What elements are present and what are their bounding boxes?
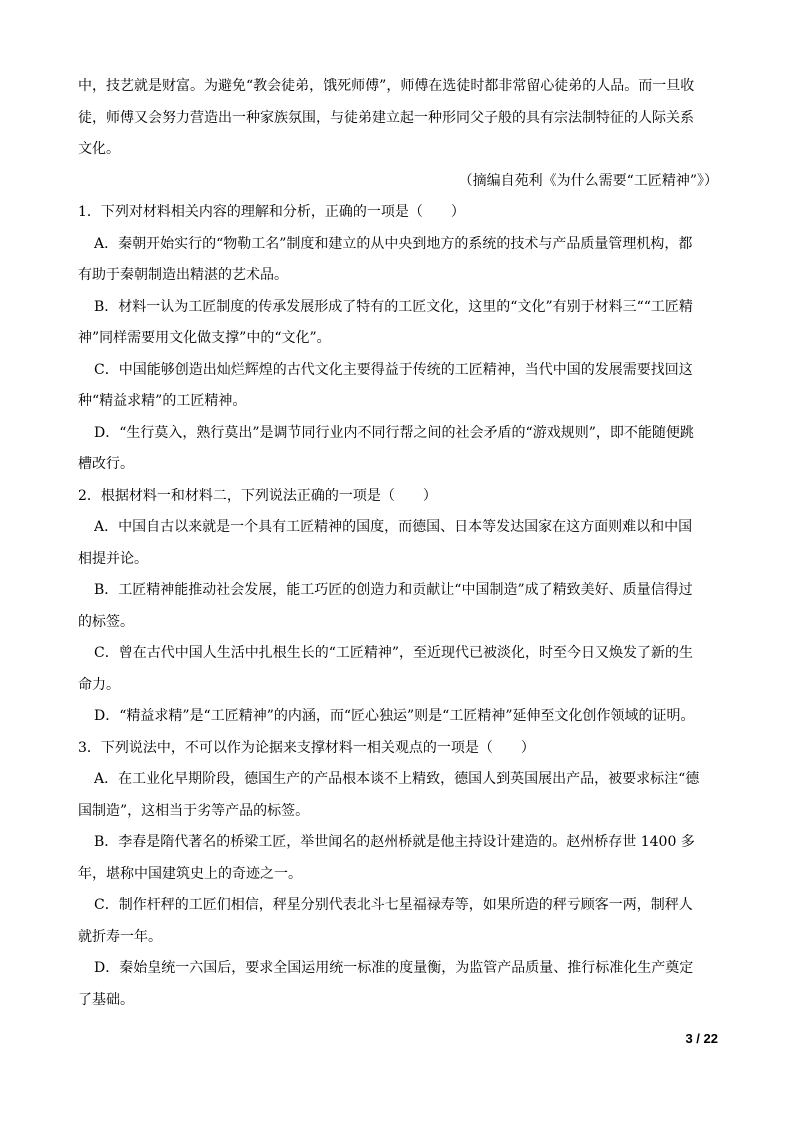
option-line: 命力。 bbox=[78, 676, 120, 693]
option-line: A．秦朝开始实行的“物勒工名”制度和建立的从中央到地方的系统的技术与产品质量管理机构，都 bbox=[94, 235, 693, 252]
option-line: 年，堪称中国建筑史上的奇迹之一。 bbox=[78, 865, 302, 882]
option-a bbox=[78, 229, 718, 292]
intro-line: 中，技艺就是财富。为避免“教会徒弟，饿死师傅”，师傅在选徒时都非常留心徒弟的人品。而一旦收 bbox=[78, 78, 695, 94]
option-line: 国制造”，这相当于劣等产品的标签。 bbox=[78, 802, 310, 819]
option-d bbox=[78, 418, 718, 481]
option-line: B．材料一认为工匠制度的传承发展形成了特有的工匠文化，这里的“文化”有别于材料三““工匠精 bbox=[94, 298, 693, 315]
option-b bbox=[78, 292, 718, 355]
option-c bbox=[78, 355, 718, 418]
option-line: A．中国自古以来就是一个具有工匠精神的国度，而德国、日本等发达国家在这方面则难以和中国 bbox=[94, 519, 693, 535]
question-1 bbox=[78, 197, 718, 481]
intro-line: 徒，师傅又会努力营造出一种家族氛围，与徒弟建立起一种形同父子般的具有宗法制特征的人际关系 bbox=[78, 109, 694, 126]
option-line: C．制作杆秤的工匠们相信，秤星分别代表北斗七星福禄寿等，如果所造的秤亏顾客一两，制秤人 bbox=[94, 897, 693, 913]
source-citation: （摘编自苑利《为什么需要“工匠精神”》） bbox=[458, 172, 718, 189]
option-a bbox=[78, 512, 718, 575]
option-b bbox=[78, 575, 718, 638]
question-2 bbox=[78, 481, 718, 733]
option-b bbox=[78, 827, 718, 890]
option-line: 神”同样需要用文化做支撑”中的“文化”。 bbox=[78, 330, 331, 346]
option-line: C．曾在古代中国人生活中扎根生长的“工匠精神”，至近现代已被淡化，时至今日又焕发了新的生 bbox=[94, 645, 694, 661]
option-line: 的标签。 bbox=[78, 613, 134, 630]
option-line: 了基础。 bbox=[78, 991, 134, 1008]
option-a bbox=[78, 764, 718, 827]
option-line: A．在工业化早期阶段，德国生产的产品根本谈不上精致，德国人到英国展出产品，被要求标注“德 bbox=[94, 771, 700, 787]
page-number: 3 / 22 bbox=[685, 1031, 718, 1046]
option-line: D．秦始皇统一六国后，要求全国运用统一标准的度量衡，为监管产品质量、推行标准化生产奠定 bbox=[94, 960, 694, 976]
option-d bbox=[78, 953, 718, 1016]
question-stem: 2．根据材料一和材料二，下列说法正确的一项是（ ） bbox=[78, 487, 437, 504]
option-line: 种“精益求精”的工匠精神。 bbox=[78, 393, 247, 409]
intro-paragraph bbox=[78, 71, 718, 166]
question-3 bbox=[78, 733, 718, 1017]
question-stem: 3．下列说法中，不可以作为论据来支撑材料一相关观点的一项是（ ） bbox=[78, 739, 535, 756]
option-line: C．中国能够创造出灿烂辉煌的古代文化主要得益于传统的工匠精神，当代中国的发展需要找回这 bbox=[94, 361, 693, 378]
option-d bbox=[78, 701, 718, 733]
option-line: D．“精益求精”是“工匠精神”的内涵，而“匠心独运”则是“工匠精神”延伸至文化创作领域的证明。 bbox=[94, 708, 695, 724]
option-line: 有助于秦朝制造出精湛的艺术品。 bbox=[78, 267, 288, 283]
option-line: 槽改行。 bbox=[78, 456, 134, 472]
page-content bbox=[78, 71, 718, 1016]
option-c bbox=[78, 890, 718, 953]
option-line: 相提并论。 bbox=[78, 550, 148, 567]
option-c bbox=[78, 638, 718, 701]
option-line: B．李春是隋代著名的桥梁工匠，举世闻名的赵州桥就是他主持设计建造的。赵州桥存世 1400 多 bbox=[94, 834, 695, 850]
question-stem: 1．下列对材料相关内容的理解和分析，正确的一项是（ ） bbox=[78, 204, 465, 220]
option-line: B．工匠精神能推动社会发展，能工巧匠的创造力和贡献让“中国制造”成了精致美好、质量信得过 bbox=[94, 582, 693, 598]
option-line: 就折寿一年。 bbox=[78, 928, 162, 945]
intro-line: 文化。 bbox=[78, 141, 120, 157]
option-line: D．“生行莫入，熟行莫出”是调节同行业内不同行帮之间的社会矛盾的“游戏规则”，即不能随便跳 bbox=[94, 424, 694, 441]
